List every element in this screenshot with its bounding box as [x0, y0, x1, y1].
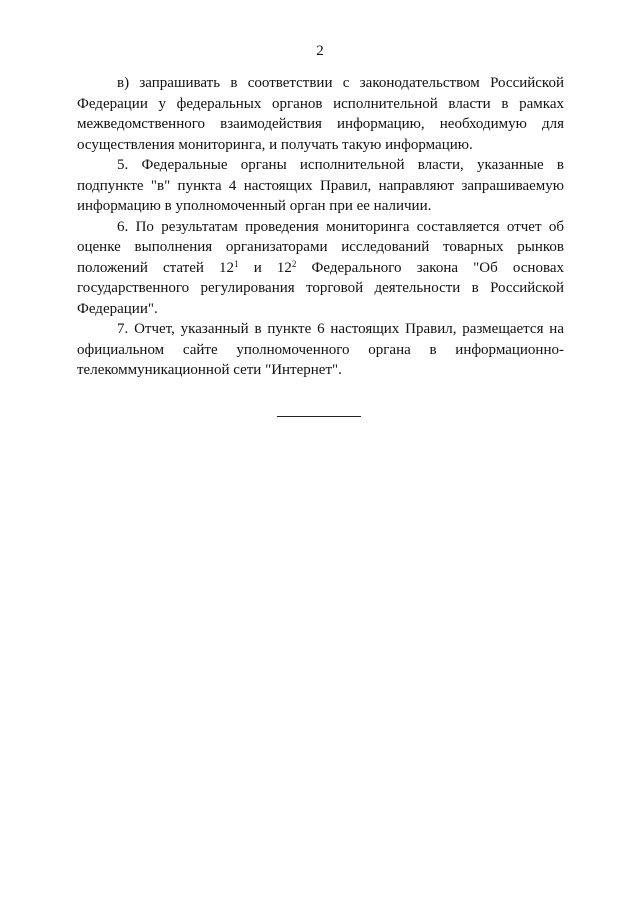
- article-superscript-1: 1: [234, 258, 239, 269]
- paragraph-item-6-text-after: Федерального закона "Об основах государственного регулирования торговой деятельности в Российской Федерации".: [77, 259, 564, 317]
- page-number: 2: [316, 43, 324, 59]
- paragraph-item-6-text-middle: и 12: [238, 259, 292, 276]
- article-superscript-2: 2: [291, 258, 297, 269]
- paragraph-item-6: [77, 217, 564, 320]
- document-body: [77, 73, 564, 381]
- end-divider-line: [277, 416, 361, 417]
- paragraph-item-5: 5. Федеральные органы исполнительной власти, указанные в подпункте "в" пункта 4 настоящих Правил, направляют запрашиваемую информацию в уполномоченный орган при ее наличии.: [77, 157, 564, 214]
- paragraph-item-7: 7. Отчет, указанный в пункте 6 настоящих Правил, размещается на официальном сайте уполномоченного органа в информационно-телекоммуникационной сети "Интернет".: [77, 321, 564, 378]
- paragraph-item-6-text-before: 6. По результатам проведения мониторинга составляется отчет об оценке выполнения организаторами исследований товарных рынков положений статей 12: [77, 218, 564, 276]
- paragraph-subitem-v: в) запрашивать в соответствии с законодательством Российской Федерации у федеральных органов исполнительной власти в рамках межведомственного взаимодействия информацию, необходимую для осуществления мониторинга, и получать такую информацию.: [77, 75, 564, 153]
